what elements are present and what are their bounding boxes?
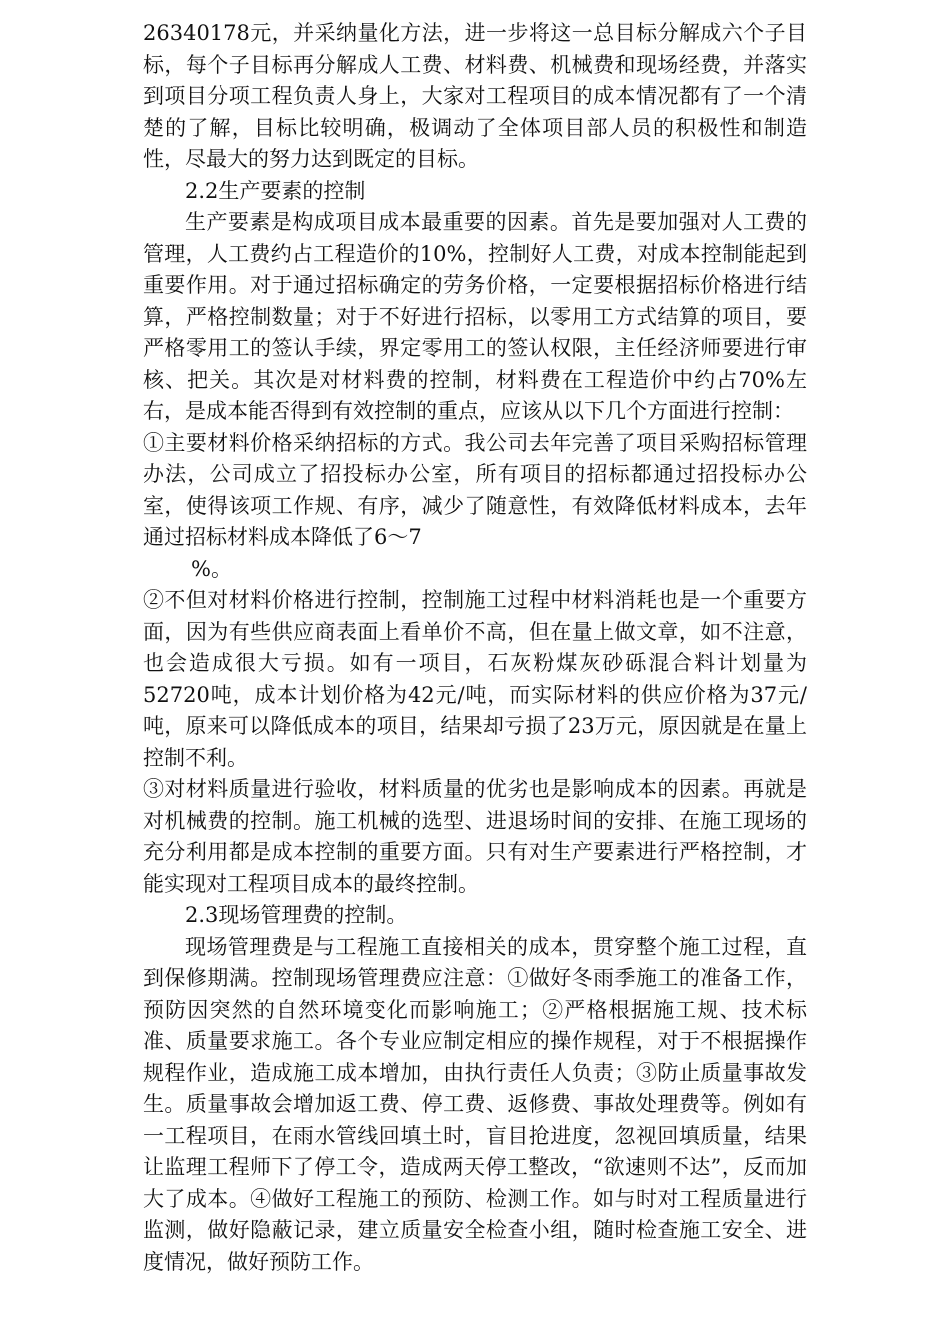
section-heading-2-2: 2.2生产要素的控制 (185, 178, 366, 203)
list-item-3: ③对材料质量进行验收，材料质量的优劣也是影响成本的因素。再就是对机械费的控制。施工机械的选型、进退场时间的安排、在施工现场的充分利用都是成本控制的重要方面。只有对生产要素进行严格控制，才能实现对工程项目成本的最终控制。 (143, 777, 807, 896)
document-body (143, 18, 807, 1278)
list-item-2: ②不但对材料价格进行控制，控制施工过程中材料消耗也是一个重要方面，因为有些供应商表面上看单价不高，但在量上做文章，如不注意，也会造成很大亏损。如有一项目，石灰粉煤灰砂砾混合料计划量为52720吨，成本计划价格为42元/吨，而实际材料的供应价格为37元/吨，原来可以降低成本的项目，结果却亏损了23万元，原因就是在量上控制不利。 (143, 588, 807, 770)
paragraph-intro-continued: 26340178元，并采纳量化方法，进一步将这一总目标分解成六个子目标，每个子目标再分解成人工费、材料费、机械费和现场经费，并落实到项目分项工程负责人身上，大家对工程项目的成本情况都有了一个清楚的了解，目标比较明确，极调动了全体项目部人员的积极性和制造性，尽最大的努力达到既定的目标。 (143, 21, 807, 171)
list-item-1-percent: %。 (191, 556, 232, 581)
list-item-1: ①主要材料价格采纳招标的方式。我公司去年完善了项目采购招标管理办法，公司成立了招投标办公室，所有项目的招标都通过招投标办公室，使得该项工作规、有序，减少了随意性，有效降低材料成本，去年通过招标材料成本降低了6～7 (143, 430, 807, 549)
section-heading-2-3: 2.3现场管理费的控制。 (185, 903, 408, 927)
paragraph-production-factors: 生产要素是构成项目成本最重要的因素。首先是要加强对人工费的管理，人工费约占工程造价的10%，控制好人工费，对成本控制能起到重要作用。对于通过招标确定的劳务价格，一定要根据招标价格进行结算，严格控制数量；对于不好进行招标，以零用工方式结算的项目，要严格零用工的签认手续，界定零用工的签认权限，主任经济师要进行审核、把关。其次是对材料费的控制，材料费在工程造价中约占70%左右，是成本能否得到有效控制的重点，应该从以下几个方面进行控制： (143, 210, 807, 423)
paragraph-site-management: 现场管理费是与工程施工直接相关的成本，贯穿整个施工过程，直到保修期满。控制现场管理费应注意：①做好冬雨季施工的准备工作，预防因突然的自然环境变化而影响施工；②严格根据施工规、技术标准、质量要求施工。各个专业应制定相应的操作规程，对于不根据操作规程作业，造成施工成本增加，由执行责任人负责；③防止质量事故发生。质量事故会增加返工费、停工费、返修费、事故处理费等。例如有一工程项目，在雨水管线回填土时，盲目抢进度，忽视回填质量，结果让监理工程师下了停工令，造成两天停工整改，“欲速则不达”，反而加大了成本。④做好工程施工的预防、检测工作。如与时对工程质量进行监测，做好隐蔽记录，建立质量安全检查小组，随时检查施工安全、进度情况，做好预防工作。 (143, 934, 807, 1274)
